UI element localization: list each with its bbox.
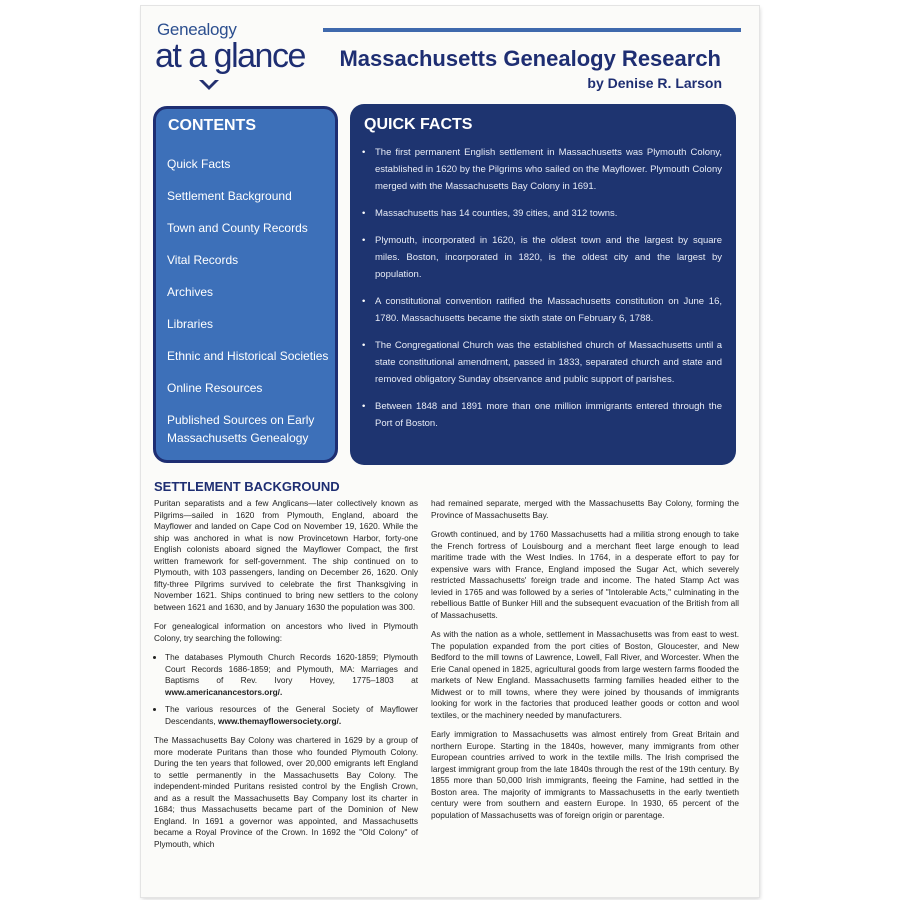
chevron-inner	[203, 80, 215, 86]
quick-fact-item: • Massachusetts has 14 counties, 39 cities, and 312 towns.	[362, 205, 722, 222]
guide-page	[141, 6, 759, 897]
resource-list	[154, 652, 418, 727]
contents-item-town-county[interactable]: Town and County Records	[167, 221, 308, 235]
text-column-left	[154, 498, 418, 858]
resource-item	[165, 704, 418, 727]
contents-item-published[interactable]: Published Sources on Early Massachusetts Genealogy	[167, 413, 315, 445]
contents-item-online[interactable]: Online Resources	[167, 381, 263, 395]
contents-item-societies[interactable]: Ethnic and Historical Societies	[167, 349, 329, 363]
paragraph: Growth continued, and by 1760 Massachusetts had a militia strong enough to take the French fortress of Louisbourg and a merchant fleet large enough to lead maritime trade with the West Indies. In 1764, in a desperate effort to pay for expensive wars with France, England imposed the Sugar Act, which severely restricted Massachusetts' foreign trade and income. The hated Stamp Act was levied in 1765 and was followed by a series of "Intolerable Acts," culminating in the rebellious Battle of Bunker Hill and the subsequent evacuation of the British from all of Massachusetts.	[431, 529, 739, 620]
contents-panel	[153, 106, 338, 463]
quick-fact-item: • The Congregational Church was the established church of Massachusetts until a state constitutional amendment, passed in 1833, separated church and state and removed obligatory Sunday observance and public support of parishes.	[362, 337, 722, 388]
brand-line1: Genealogy	[157, 20, 237, 39]
brand-logo: at a glance	[155, 37, 305, 75]
text-column-right	[431, 498, 739, 829]
resource-text: The databases Plymouth Church Records 1620-1859; Plymouth Court Records 1686-1859; and Plymouth, MA: Marriages and Baptisms of Rev. Ivory Hovey, 1775–1803 at	[165, 652, 418, 685]
paragraph: As with the nation as a whole, settlement in Massachusetts was from east to west. The population expanded from the port cities of Boston, Gloucester, and New Bedford to the mill towns of Lawrence, Lowell, Fall River, and Worcester. When the Erie Canal opened in 1825, agricultural goods from large western farms flooded the markets of New England. Massachusetts farming families headed either to the Midwest or to mill towns, where they were joined by thousands of immigrants looking for work in the factories that produced leather goods or cotton and wool textiles, or the machinery needed by manufacturers.	[431, 629, 739, 720]
paragraph: Early immigration to Massachusetts was almost entirely from Great Britain and northern Europe. Starting in the 1840s, however, many immigrants from other European countries arrived to work in the textile mills. The Irish comprised the largest immigrant group from the late 1840s through the rest of the 19th century. By 1855 more than 50,000 Irish immigrants, fleeing the Famine, had settled in the Boston area. The majority of immigrants to Massachusetts in the early twentieth century were from southern and eastern Europe. In 1930, 65 percent of the population of Massachusetts was of foreign origin or parentage.	[431, 729, 739, 820]
contents-item-settlement[interactable]: Settlement Background	[167, 189, 292, 203]
paragraph: The Massachusetts Bay Colony was chartered in 1629 by a group of more moderate Puritans than those who founded Plymouth Colony. During the ten years that followed, over 20,000 emigrants left England to settle permanently in the Massachusetts Bay Colony. The independent-minded Puritans resisted control by the English Crown, and as a result the Massachusetts Bay Company lost its charter in 1684; thus Massachusetts became part of the Dominion of New England. In 1691 a governor was appointed, and Massachusetts became a Royal Province of the Crown. In 1692 the "Old Colony" of Plymouth, which	[154, 735, 418, 849]
quick-fact-item: • Between 1848 and 1891 more than one million immigrants entered through the Port of Boston.	[362, 398, 722, 432]
quick-facts-heading: QUICK FACTS	[364, 116, 473, 133]
quick-fact-item: • Plymouth, incorporated in 1620, is the oldest town and the largest by square miles. Boston, incorporated in 1820, is the oldest city and the largest by population.	[362, 232, 722, 283]
contents-item-vital-records[interactable]: Vital Records	[167, 253, 239, 267]
quick-fact-item: • A constitutional convention ratified the Massachusetts constitution on June 16, 1780. Massachusetts became the sixth state on February 6, 1788.	[362, 293, 722, 327]
quick-facts-panel	[350, 104, 736, 465]
contents-item-libraries[interactable]: Libraries	[167, 317, 214, 331]
contents-item-quick-facts[interactable]: Quick Facts	[167, 157, 231, 171]
paragraph: For genealogical information on ancestors who lived in Plymouth Colony, try searching the following:	[154, 621, 418, 643]
contents-item-archives[interactable]: Archives	[167, 285, 214, 299]
author-byline: by Denise R. Larson	[587, 75, 722, 91]
resource-link[interactable]: www.themayflowersociety.org/.	[218, 715, 342, 726]
section-heading: SETTLEMENT BACKGROUND	[154, 479, 340, 494]
contents-heading: CONTENTS	[168, 117, 256, 134]
paragraph: had remained separate, merged with the Massachusetts Bay Colony, forming the Province of Massachusetts Bay.	[431, 498, 739, 520]
resource-item	[165, 652, 418, 698]
quick-facts-list	[362, 144, 722, 442]
page-title: Massachusetts Genealogy Research	[339, 46, 721, 71]
paragraph: Puritan separatists and a few Anglicans—later collectively known as Pilgrims—sailed in 1620 from Plymouth, England, aboard the Mayflower and landed on Cape Cod on November 19, 1620. While the ship was anchored in what is now Provincetown Harbor, forty-one English colonists aboard signed the Mayflower Compact, the first written framework for self-government. The ship continued on to Plymouth, with 103 passengers, landing on December 26, 1620. Only fifty-three Pilgrims survived to celebrate the first Thanksgiving in November 1621. Ships continued to bring new settlers to the colony between 1621 and 1630, and by January 1630 the population was 300.	[154, 498, 418, 612]
quick-fact-item: • The first permanent English settlement in Massachusetts was Plymouth Colony, established in 1620 by the Pilgrims who sailed on the Mayflower. Plymouth Colony merged with the Massachusetts Bay Colony in 1691.	[362, 144, 722, 195]
header-rule	[323, 28, 741, 32]
resource-text: The various resources of the General Society of Mayflower Descendants,	[165, 704, 418, 726]
resource-link[interactable]: www.americanancestors.org/.	[165, 686, 283, 697]
